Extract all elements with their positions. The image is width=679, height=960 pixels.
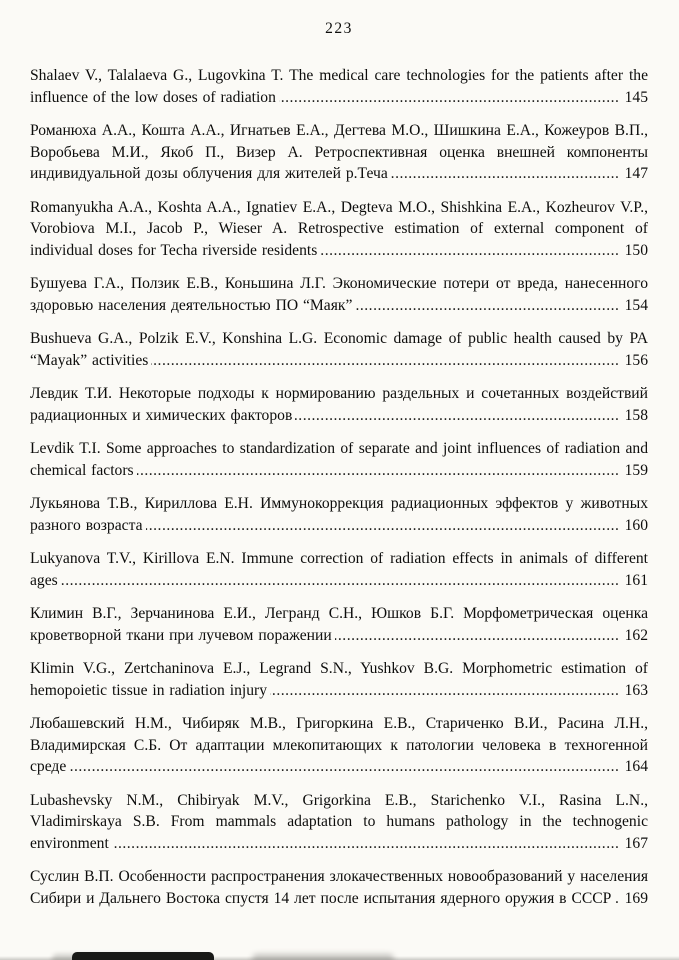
entry-page-number: 147 bbox=[618, 163, 648, 185]
entry-text: Суслин В.П. Особенности распространения злокачественных новообразований у населения Сибири и Дальнего Востока спустя 14 лет после испытания ядерного оружия в СССР bbox=[30, 868, 648, 907]
toc-entry bbox=[30, 273, 648, 316]
entry-text: Lukyanova T.V., Kirillova E.N. Immune correction of radiation effects in animals of different ages bbox=[30, 550, 648, 589]
toc-entry bbox=[30, 65, 648, 108]
toc-list bbox=[30, 65, 648, 909]
toc-entry bbox=[30, 713, 648, 778]
entry-page-number: 150 bbox=[618, 240, 648, 262]
toc-entry bbox=[30, 603, 648, 646]
scan-artifact bbox=[72, 952, 214, 960]
entry-text: Shalaev V., Talalaeva G., Lugovkina T. The medical care technologies for the patients after the influence of the low doses of radiation bbox=[30, 67, 648, 106]
toc-entry bbox=[30, 197, 648, 262]
entry-page-number: 160 bbox=[618, 515, 648, 537]
entry-text: Lubashevsky N.M., Chibiryak M.V., Grigorkina E.B., Starichenko V.I., Rasina L.N., Vladimirskaya S.B. From mammals adaptation to humans pathology in the technogenic environment bbox=[30, 791, 648, 852]
toc-entry bbox=[30, 493, 648, 536]
toc-entry bbox=[30, 548, 648, 591]
page-number: 223 bbox=[325, 20, 353, 37]
entry-text: Левдик Т.И. Некоторые подходы к нормированию раздельных и сочетанных воздействий радиационных и химических факторов bbox=[30, 385, 648, 424]
entry-page-number: 163 bbox=[618, 680, 648, 702]
entry-page-number: 169 bbox=[618, 888, 648, 910]
toc-entry bbox=[30, 790, 648, 855]
entry-page-number: 162 bbox=[618, 625, 648, 647]
entry-text: Романюха А.А., Кошта А.А., Игнатьев Е.А., Дегтева М.О., Шишкина Е.А., Кожеуров В.П., Воробьева М.И., Якоб П., Визер А. Ретроспективная оценка внешней компоненты индивидуальной дозы облучения для жителей р.Теча bbox=[30, 122, 648, 182]
entry-text: Klimin V.G., Zertchaninova E.J., Legrand S.N., Yushkov B.G. Morphometric estimation of hemopoietic tissue in radiation injury bbox=[30, 660, 648, 699]
entry-text: Бушуева Г.А., Ползик Е.В., Коньшина Л.Г. Экономические потери от вреда, нанесенного здоровью населения деятельностью ПО “Маяк” bbox=[30, 275, 648, 314]
entry-page-number: 156 bbox=[618, 350, 648, 372]
entry-page-number: 164 bbox=[618, 756, 648, 778]
entry-page-number: 159 bbox=[618, 460, 648, 482]
entry-page-number: 161 bbox=[618, 570, 648, 592]
entry-text: Romanyukha A.A., Koshta A.A., Ignatiev E.A., Degteva M.O., Shishkina E.A., Kozheurov V.P., Vorobiova M.I., Jacob P., Wieser A. Retrospective estimation of external component of individual doses for Techa riverside residents bbox=[30, 198, 648, 259]
entry-page-number: 145 bbox=[618, 87, 648, 109]
toc-entry bbox=[30, 120, 648, 185]
entry-text: Bushueva G.A., Polzik E.V., Konshina L.G. Economic damage of public health caused by PA “Mayak” activities bbox=[30, 330, 648, 369]
entry-text: Лукьянова Т.В., Кириллова Е.Н. Иммунокоррекция радиационных эффектов у животных разного возраста bbox=[30, 495, 648, 534]
toc-entry bbox=[30, 438, 648, 481]
entry-page-number: 158 bbox=[618, 405, 648, 427]
entry-page-number: 167 bbox=[618, 833, 648, 855]
toc-entry bbox=[30, 658, 648, 701]
entry-text: Климин В.Г., Зерчанинова Е.И., Легранд С.Н., Юшков Б.Г. Морфометрическая оценка кроветворной ткани при лучевом поражении bbox=[30, 605, 648, 644]
toc-entry bbox=[30, 328, 648, 371]
toc-entry bbox=[30, 866, 648, 909]
entry-text: Levdik T.I. Some approaches to standardization of separate and joint influences of radiation and chemical factors bbox=[30, 440, 648, 479]
toc-entry bbox=[30, 383, 648, 426]
entry-page-number: 154 bbox=[618, 295, 648, 317]
entry-text: Любашевский Н.М., Чибиряк М.В., Григоркина Е.В., Стариченко В.И., Расина Л.Н., Владимирская С.Б. От адаптации млекопитающих к патологии человека в техногенной среде bbox=[30, 715, 648, 775]
